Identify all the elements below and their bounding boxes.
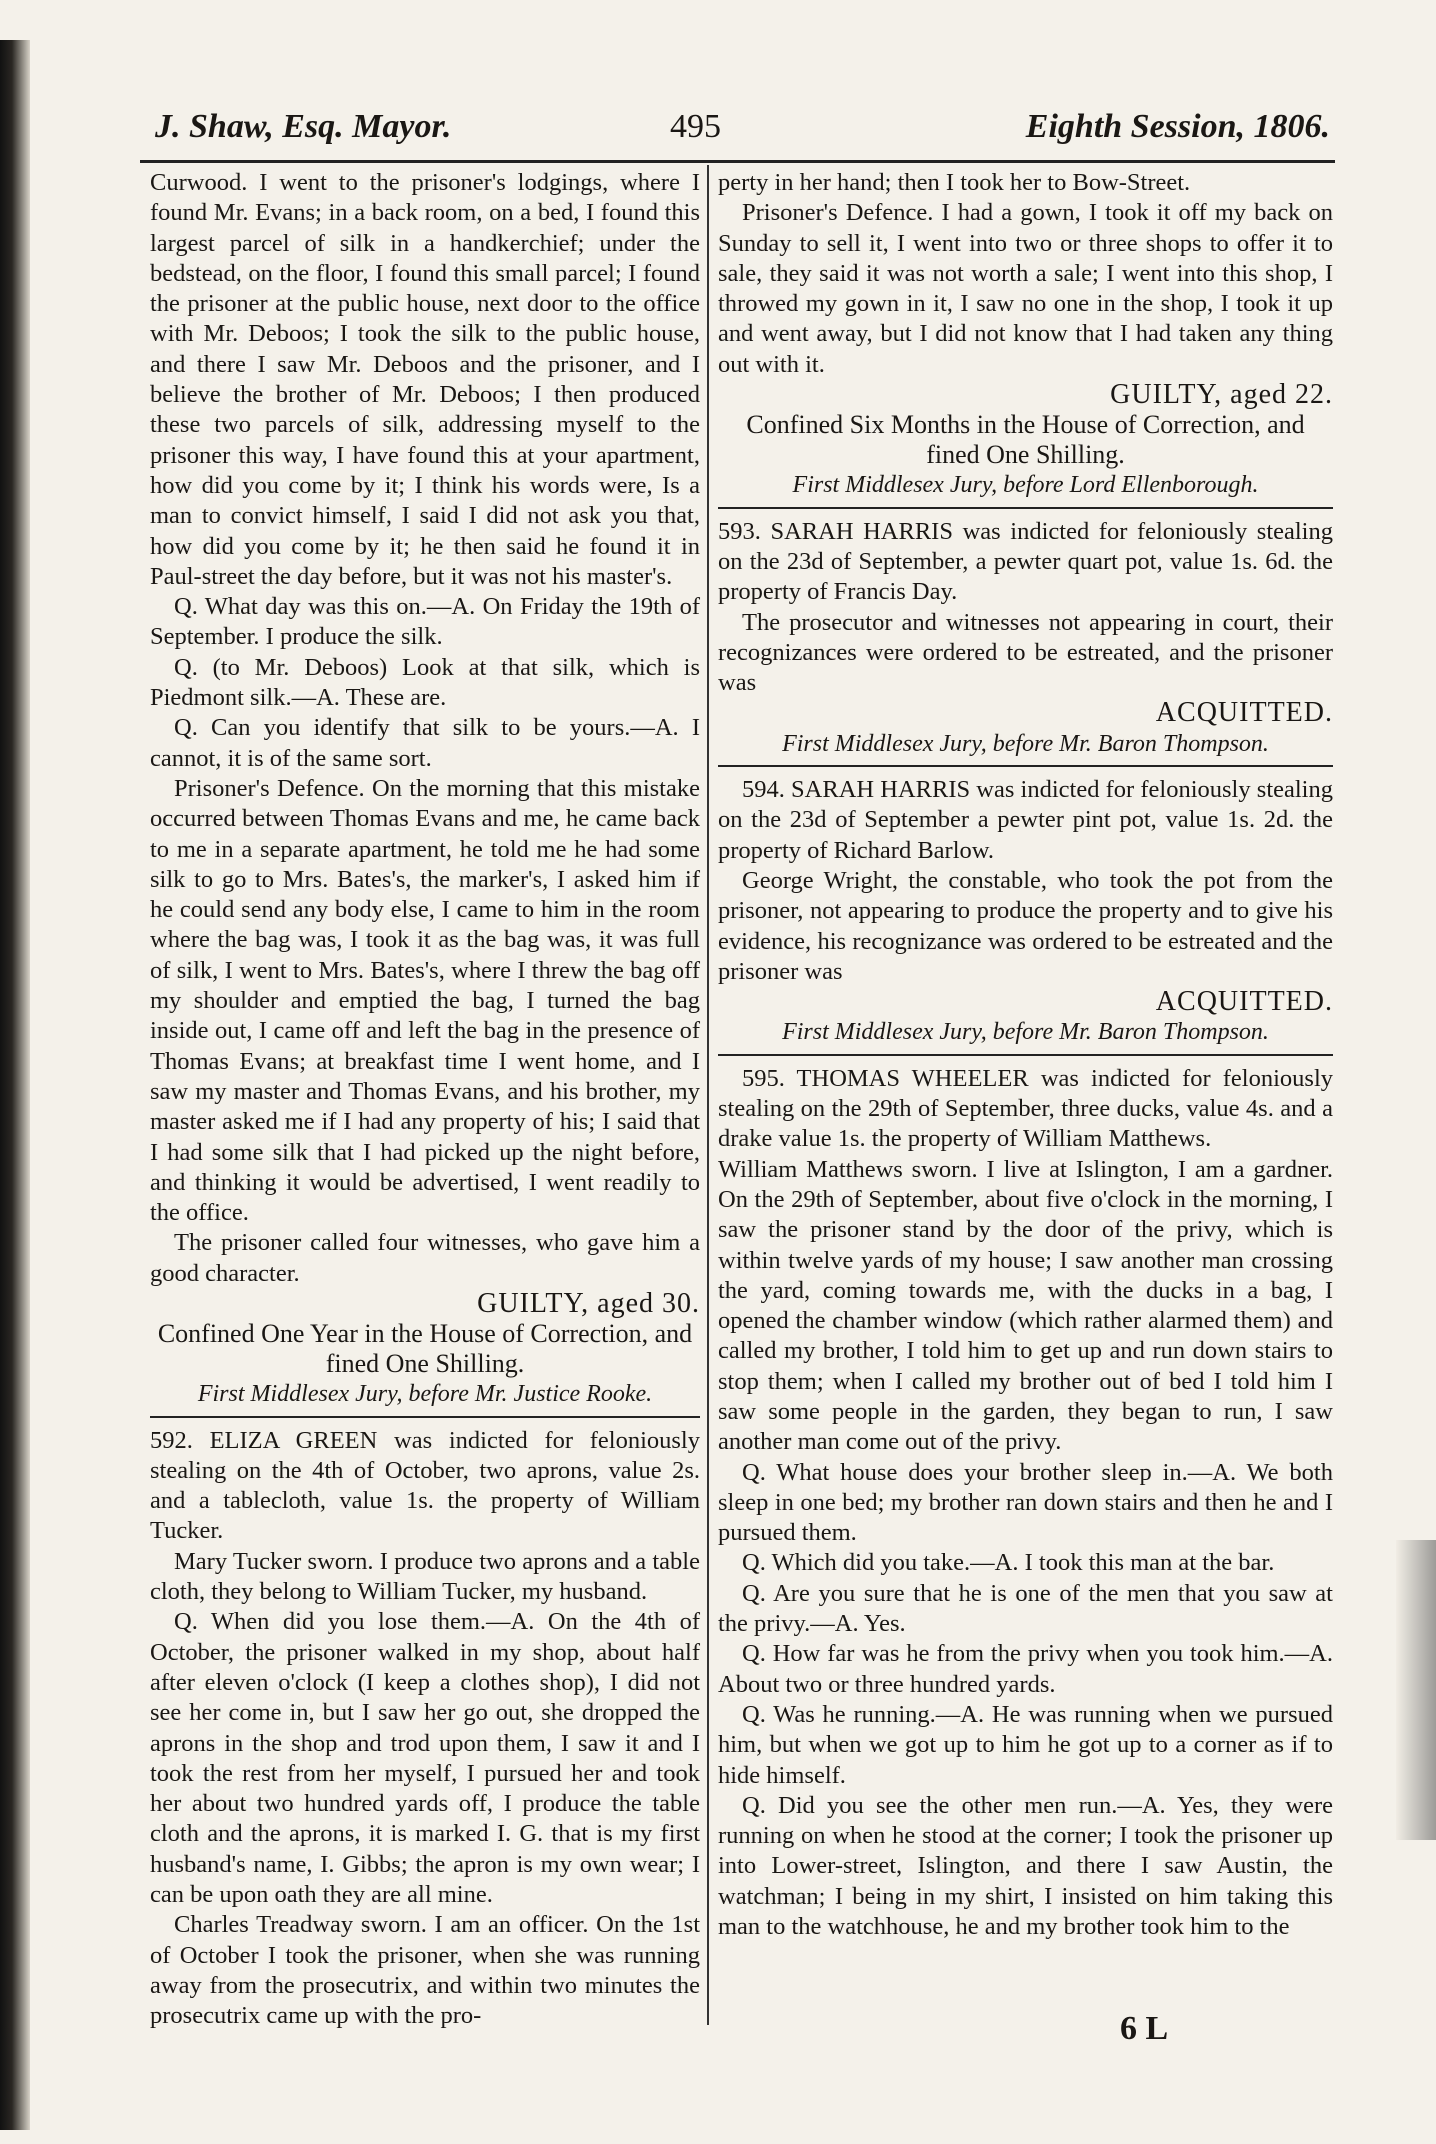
paragraph: 594. SARAH HARRIS was indicted for feloniously stealing on the 23d of September a pewter pint pot, value 1s. 2d. the property of Richard Barlow. <box>718 776 1333 864</box>
paragraph: Prisoner's Defence. I had a gown, I took it off my back on Sunday to sell it, I went into two or three shops to offer it to sale, they said it was not worth a sale; I went into this shop, I throwed my gown in it, I saw no one in the shop, I took it up and went away, but I did not know that I had taken any thing out with it. <box>718 199 1333 378</box>
paragraph: 595. THOMAS WHEELER was indicted for feloniously stealing on the 29th of September, three ducks, value 4s. and a drake value 1s. the property of William Matthews. <box>718 1064 1333 1153</box>
header-mayor: J. Shaw, Esq. Mayor. <box>155 108 452 145</box>
paragraph: 593. SARAH HARRIS was indicted for feloniously stealing on the 23d of September, a pewter quart pot, value 1s. 6d. the property of Francis Day. <box>718 517 1333 606</box>
verdict: GUILTY, aged 30. <box>477 1287 700 1319</box>
court-line: First Middlesex Jury, before Mr. Justice Rooke. <box>197 1381 653 1408</box>
court-line: First Middlesex Jury, before Mr. Baron Thompson. <box>782 730 1269 757</box>
paragraph: Q. How far was he from the privy when you took him.—A. About two or three hundred yards. <box>718 1640 1333 1698</box>
case-divider <box>718 765 1333 767</box>
paragraph: Mary Tucker sworn. I produce two aprons and a table cloth, they belong to William Tucker, my husband. <box>150 1547 700 1606</box>
paragraph: Curwood. I went to the prisoner's lodgings, where I found Mr. Evans; in a back room, on a bed, I found this largest parcel of silk in a handkerchief; under the bedstead, on the floor, I found this small parcel; I found the prisoner at the public house, next door to the office with Mr. Deboos; I took the silk to the public house, and there I saw Mr. Deboos and the prisoner, and I believe the brother of Mr. Deboos; I then produced these two parcels of silk, addressing myself to the prisoner this way, I have found this at your apartment, how did you come by it; I think his words were, Is a man to convict himself, I said I did not ask you that, how did you come by it; he then said he found it in Paul-street the day before, but it was not his master's. <box>150 169 700 590</box>
paragraph: Prisoner's Defence. On the morning that this mistake occurred between Thomas Evans and me, he came back to me in a separate apartment, he told me he had some silk to go to Mrs. Bates's, the marker's, I asked him if he could send any body else, I came to him in the room where the bag was, I took it as the bag was, it was full of silk, I went to Mrs. Bates's, where I threw the bag off my shoulder and emptied the bag, I turned the bag inside out, I came off and left the bag in the presence of Thomas Evans; at breakfast time I went home, and I saw my master and Thomas Evans, and his brother, my master asked me if I had any property of his; I said that I had some silk that I had picked up the night before, and thinking it would be advertised, I went readily to the office. <box>150 774 700 1227</box>
page-number: 495 <box>670 108 721 145</box>
verdict: ACQUITTED. <box>1155 697 1333 729</box>
scan-edge-shadow-right <box>1396 1540 1436 1840</box>
paragraph: Q. What day was this on.—A. On Friday the 19th of September. I produce the silk. <box>150 593 700 651</box>
paragraph: Q. What house does your brother sleep in.—A. We both sleep in one bed; my brother ran down stairs and then he and I pursued them. <box>718 1458 1333 1547</box>
sentence: Confined Six Months in the House of Correction, and fined One Shilling. <box>746 410 1305 470</box>
paragraph: The prisoner called four witnesses, who gave him a good character. <box>150 1229 700 1287</box>
paragraph: perty in her hand; then I took her to Bow-Street. <box>718 169 1191 196</box>
verdict: ACQUITTED. <box>1155 986 1333 1018</box>
paragraph: Charles Treadway sworn. I am an officer. On the 1st of October I took the prisoner, when she was running away from the prosecutrix, and within two minutes the prosecutrix came up with the pro- <box>150 1911 700 2030</box>
paragraph: William Matthews sworn. I live at Islington, I am a gardner. On the 29th of September, about five o'clock in the morning, I saw the prisoner stand by the door of the privy, which is within twelve yards of my house; I saw another man crossing the yard, coming towards me, with the ducks in a bag, I opened the chamber window (which rather alarmed them) and called my brother, I told him to get up and run down stairs to stop them; when I called my brother out of bed I told him I saw some people in the garden, they began to run, I saw another man come out of the privy. <box>718 1155 1333 1456</box>
case-divider <box>718 507 1333 509</box>
scan-edge-shadow <box>0 40 30 2130</box>
header-session: Eighth Session, 1806. <box>1025 108 1330 145</box>
court-line: First Middlesex Jury, before Lord Ellenborough. <box>792 472 1259 499</box>
signature-mark: 6 L <box>1120 2010 1169 2047</box>
paragraph: Q. (to Mr. Deboos) Look at that silk, which is Piedmont silk.—A. These are. <box>150 653 700 712</box>
paragraph: The prosecutor and witnesses not appearing in court, their recognizances were ordered to be estreated, and the prisoner was <box>718 608 1333 697</box>
paragraph: Q. When did you lose them.—A. On the 4th of October, the prisoner walked in my shop, about half after eleven o'clock (I keep a clothes shop), I did not see her come in, but I saw her go out, she dropped the aprons in the shop and trod upon them, I saw it and I took the rest from her myself, I pursued her and took her about two hundred yards off, I produce the table cloth and the aprons, it is marked I. G. that is my first husband's name, I. Gibbs; the apron is my own wear; I can be upon oath they are all mine. <box>150 1608 700 1909</box>
paragraph: Q. Are you sure that he is one of the men that you saw at the privy.—A. Yes. <box>718 1579 1333 1638</box>
right-column <box>718 168 1333 1942</box>
paragraph: Q. Can you identify that silk to be yours.—A. I cannot, it is of the same sort. <box>150 714 700 772</box>
running-header <box>140 100 1330 160</box>
sentence: Confined One Year in the House of Correction, and fined One Shilling. <box>157 1319 693 1379</box>
paragraph: Q. Was he running.—A. He was running when we pursued him, but when we got up to him he got up to a corner as if to hide himself. <box>718 1700 1333 1789</box>
case-divider <box>718 1054 1333 1056</box>
column-divider <box>707 165 709 2025</box>
header-rule <box>140 160 1335 163</box>
case-divider <box>150 1416 700 1418</box>
paragraph: Q. Did you see the other men run.—A. Yes, they were running on when he stood at the corner; I took the prisoner up into Lower-street, Islington, and there I saw Austin, the watchman; I being in my shirt, I insisted on him taking this man to the watchhouse, he and my brother took him to the <box>718 1791 1333 1941</box>
verdict: GUILTY, aged 22. <box>1110 379 1333 411</box>
paragraph: 592. ELIZA GREEN was indicted for feloniously stealing on the 4th of October, two aprons, value 2s. and a tablecloth, value 1s. the property of William Tucker. <box>150 1426 700 1545</box>
left-column <box>150 168 700 2032</box>
court-line: First Middlesex Jury, before Mr. Baron Thompson. <box>782 1019 1269 1046</box>
paragraph: George Wright, the constable, who took the pot from the prisoner, not appearing to produce the property and to give his evidence, his recognizance was ordered to be estreated and the prisoner was <box>718 866 1333 985</box>
paragraph: Q. Which did you take.—A. I took this man at the bar. <box>742 1549 1275 1577</box>
